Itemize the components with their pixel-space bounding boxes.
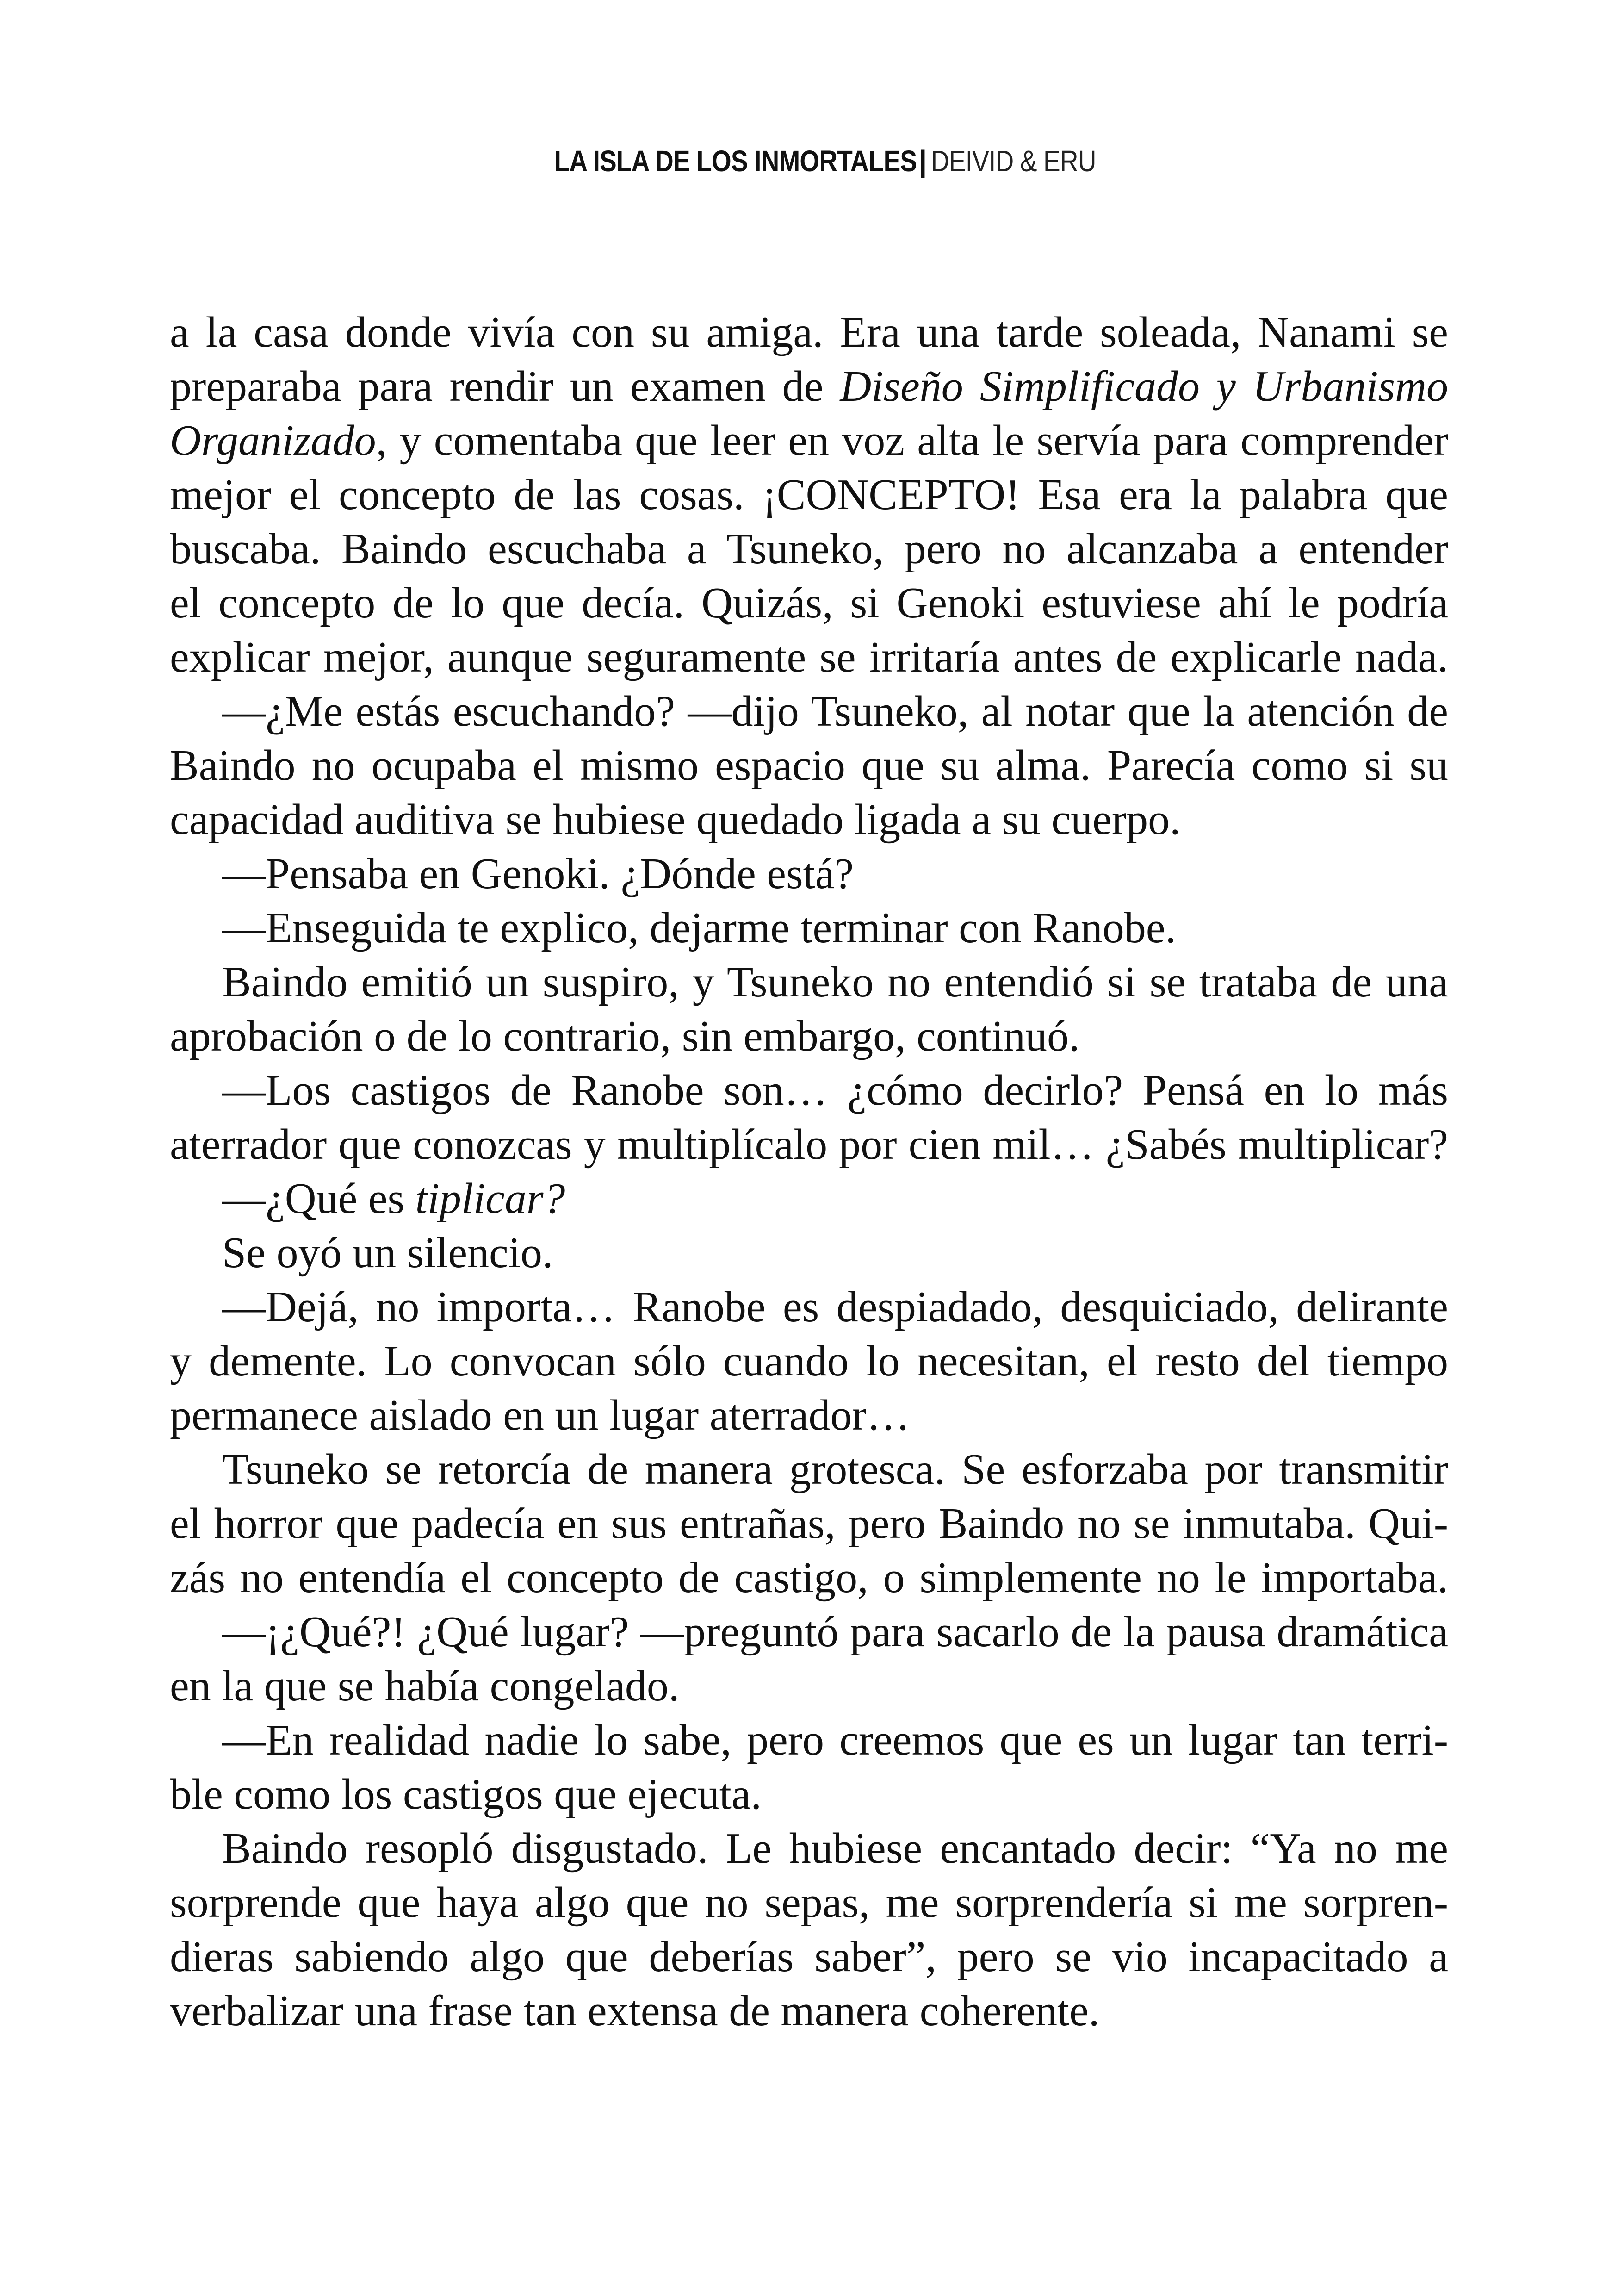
text-line-content — [222, 1605, 1448, 1659]
text-run: mejor el concepto de las cosas. ¡CONCEPTO! Esa era la palabra que — [170, 471, 1448, 519]
text-line-content — [170, 1334, 1448, 1388]
text-run: a la casa donde vivía con su amiga. Era una tarde soleada, Nanami se — [170, 308, 1449, 356]
text-line — [170, 1280, 1448, 1334]
text-line — [170, 360, 1448, 414]
text-line — [170, 1172, 1448, 1226]
text-line-content — [170, 1551, 1448, 1605]
text-run: aprobación o de lo contrario, sin embargo, continuó. — [170, 1012, 1080, 1060]
text-line — [170, 739, 1448, 793]
text-line-content — [170, 793, 1181, 847]
text-run: preparaba para rendir un examen de — [170, 362, 840, 411]
text-line-content — [170, 739, 1448, 793]
text-run: sorprende que haya algo que no sepas, me sorprendería si me sorpren- — [170, 1879, 1449, 1927]
text-run: explicar mejor, aunque seguramente se irritaría antes de explicarle nada. — [170, 633, 1448, 681]
text-run: —Enseguida te explico, dejarme terminar con Ranobe. — [222, 904, 1177, 952]
text-run: capacidad auditiva se hubiese quedado ligada a su cuerpo. — [170, 796, 1181, 844]
text-line — [170, 1497, 1448, 1551]
text-line — [170, 955, 1448, 1009]
running-head — [0, 143, 1618, 180]
text-line — [170, 1605, 1448, 1659]
text-line — [170, 1930, 1448, 1984]
text-run: y demente. Lo convocan sólo cuando lo necesitan, el resto del tiempo — [170, 1337, 1448, 1385]
text-line-content — [222, 1713, 1448, 1767]
book-authors: DEIVID & ERU — [931, 144, 1096, 178]
text-run: ble como los castigos que ejecuta. — [170, 1770, 762, 1818]
text-line-content — [222, 684, 1448, 739]
text-line — [170, 1876, 1448, 1930]
text-line — [170, 1388, 1448, 1443]
text-line-content — [170, 360, 1448, 414]
text-line-content — [170, 1984, 1099, 2038]
text-run: —En realidad nadie lo sabe, pero creemos que es un lugar tan terri- — [222, 1716, 1449, 1764]
text-line-content — [170, 1497, 1448, 1551]
text-run: Tsuneko se retorcía de manera grotesca. Se esforzaba por transmitir — [222, 1445, 1448, 1493]
text-line-content — [222, 901, 1176, 955]
text-line — [170, 630, 1448, 684]
text-line-content — [170, 522, 1448, 576]
text-line — [170, 1009, 1448, 1064]
text-line-content — [170, 414, 1448, 468]
text-line — [170, 1226, 1448, 1280]
text-line — [170, 1984, 1448, 2038]
text-run: el horror que padecía en sus entrañas, pero Baindo no se inmutaba. Qui- — [170, 1500, 1448, 1548]
text-line — [170, 468, 1448, 522]
text-line-content — [222, 1280, 1448, 1334]
text-line-content — [170, 1118, 1448, 1172]
text-run: —¡¿Qué?! ¿Qué lugar? —preguntó para sacarlo de la pausa dramática — [222, 1608, 1448, 1656]
text-line — [170, 305, 1448, 360]
text-line — [170, 1064, 1448, 1118]
text-line-content — [170, 1876, 1448, 1930]
text-line-content — [170, 1659, 679, 1713]
text-line-content — [222, 1064, 1448, 1118]
text-line-content — [170, 305, 1448, 360]
text-run: verbalizar una frase tan extensa de manera coherente. — [170, 1987, 1100, 2035]
header-separator: | — [918, 144, 927, 178]
text-run: —Pensaba en Genoki. ¿Dónde está? — [222, 850, 854, 898]
text-run: aterrador que conozcas y multiplícalo por cien mil… ¿Sabés multiplicar? — [170, 1120, 1449, 1169]
text-line-content — [222, 1172, 565, 1226]
text-run: zás no entendía el concepto de castigo, o simplemente no le importaba. — [170, 1554, 1449, 1602]
text-line — [170, 847, 1448, 901]
text-line — [170, 1118, 1448, 1172]
text-line-content — [170, 1388, 910, 1443]
text-line — [170, 576, 1448, 630]
text-line-content — [222, 955, 1448, 1009]
text-line — [170, 1659, 1448, 1713]
text-run: en la que se había congelado. — [170, 1662, 680, 1710]
text-line-content — [170, 576, 1448, 630]
text-line — [170, 1767, 1448, 1822]
text-line — [170, 414, 1448, 468]
text-run: el concepto de lo que decía. Quizás, si Genoki estuviese ahí le podría — [170, 579, 1448, 627]
text-run: —¿Qué es — [222, 1175, 415, 1223]
text-run: Baindo resopló disgustado. Le hubiese encantado decir: “Ya no me — [222, 1824, 1448, 1873]
text-line — [170, 1334, 1448, 1388]
text-line — [170, 522, 1448, 576]
text-line-content — [222, 1443, 1448, 1497]
text-line-content — [170, 1009, 1080, 1064]
book-title: LA ISLA DE LOS INMORTALES — [554, 144, 917, 178]
text-run: permanece aislado en un lugar aterrador… — [170, 1391, 910, 1439]
italic-text: Organizado — [170, 417, 376, 465]
text-run: buscaba. Baindo escuchaba a Tsuneko, pero no alcanzaba a entender — [170, 525, 1449, 573]
italic-text: tiplicar? — [415, 1175, 565, 1223]
text-line — [170, 1443, 1448, 1497]
body-text — [170, 305, 1448, 2038]
text-run: , y comentaba que leer en voz alta le servía para comprender — [376, 417, 1449, 465]
text-line — [170, 793, 1448, 847]
text-line — [170, 684, 1448, 739]
text-line — [170, 1713, 1448, 1767]
text-line — [170, 1822, 1448, 1876]
text-run: Baindo no ocupaba el mismo espacio que su alma. Parecía como si su — [170, 741, 1448, 790]
text-run: Se oyó un silencio. — [222, 1229, 553, 1277]
text-line — [170, 1551, 1448, 1605]
text-line-content — [222, 1226, 553, 1280]
text-line-content — [170, 1767, 762, 1822]
text-run: —Los castigos de Ranobe son… ¿cómo decirlo? Pensá en lo más — [222, 1066, 1449, 1114]
text-run: —¿Me estás escuchando? —dijo Tsuneko, al notar que la atención de — [222, 687, 1448, 735]
text-line-content — [170, 468, 1448, 522]
italic-text: Diseño Simplificado y Urbanismo — [840, 362, 1449, 411]
text-run: —Dejá, no importa… Ranobe es despiadado, desquiciado, delirante — [222, 1283, 1449, 1331]
text-line — [170, 901, 1448, 955]
text-line-content — [222, 847, 854, 901]
text-line-content — [170, 1930, 1448, 1984]
text-line-content — [170, 630, 1448, 684]
text-run: Baindo emitió un suspiro, y Tsuneko no entendió si se trataba de una — [222, 958, 1448, 1006]
text-run: dieras sabiendo algo que deberías saber”, pero se vio incapacitado a — [170, 1933, 1448, 1981]
text-line-content — [222, 1822, 1448, 1876]
